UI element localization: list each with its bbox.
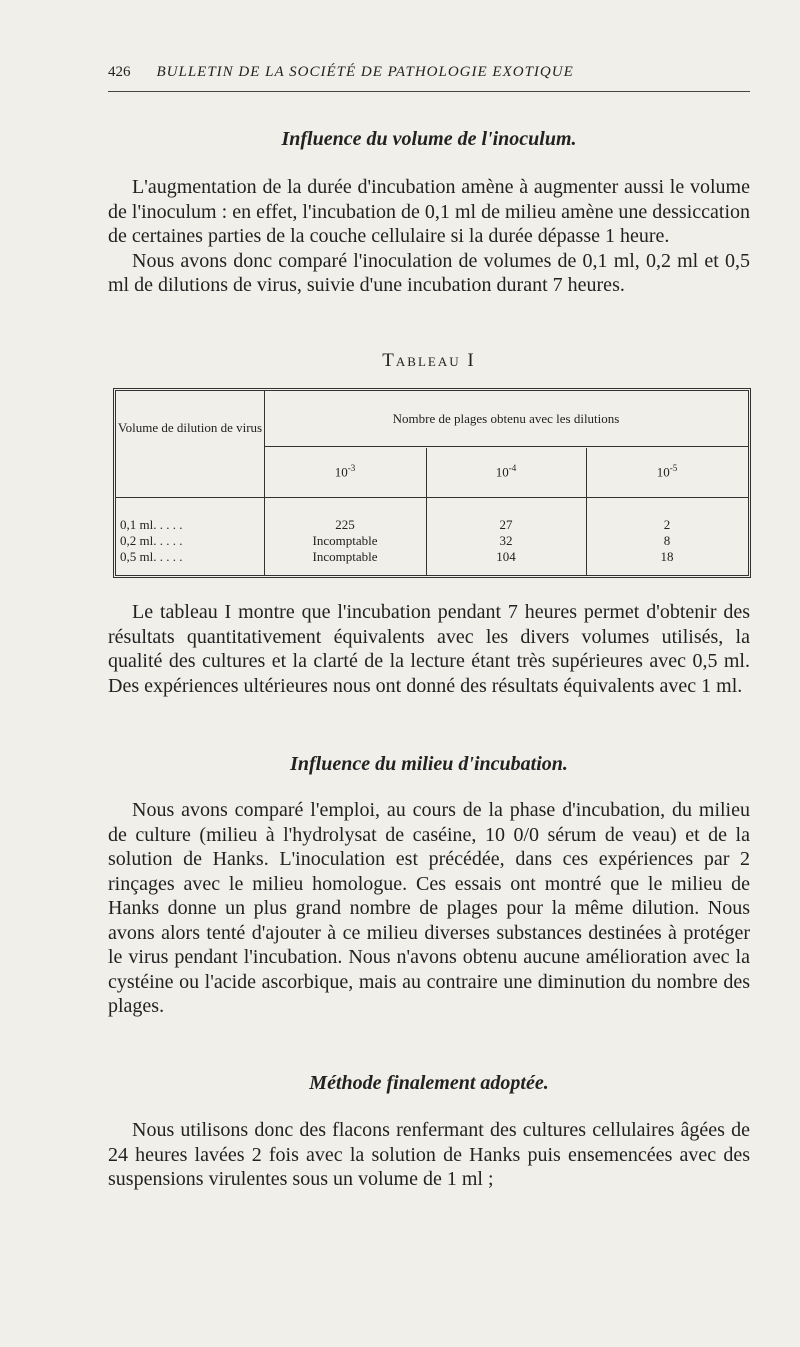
dilution-base: 10 [495,464,509,480]
table-cell: 2 [663,517,671,532]
group-header-dilutions: Nombre de plages obtenu avec les dilutions [392,411,620,426]
column-header-volume: Volume de dilution de virus [117,420,263,435]
data-table [113,388,751,578]
table-cell: Incomptable [312,533,378,548]
table-title: Tableau I [382,350,476,371]
journal-title: BULLETIN DE LA SOCIÉTÉ DE PATHOLOGIE EXOTIQUE [156,64,574,80]
paragraph: L'augmentation de la durée d'incubation amène à augmenter aussi le volume de l'inoculum : en effet, l'incubation de 0,1 ml de milieu amène une dessiccation de certaines parties de la couche cellulaire si la durée dépasse 1 heure. [108,176,750,247]
running-header [108,64,750,92]
table-cell: Incomptable [312,549,378,564]
section1-body [108,175,750,298]
dilution-header [264,463,426,480]
dilution-header [586,463,748,480]
after-table-body [108,600,750,698]
dilution-base: 10 [656,464,670,480]
table-cell: 32 [499,533,513,548]
page-number: 426 [108,64,131,80]
section-title-final-method: Méthode finalement adoptée. [309,1072,549,1094]
paragraph: Le tableau I montre que l'incubation pendant 7 heures permet d'obtenir des résultats quantitativement équivalents avec les divers volumes utilisés, la qualité des cultures et la clarté de la lecture étant très supérieures avec 0,5 ml. Des expériences ultérieures nous ont donné des résultats équivalents avec 1 ml. [108,601,750,697]
section3-body [108,1118,750,1192]
table-cell: 225 [335,517,355,532]
section-title-inoculum-volume: Influence du volume de l'inoculum. [281,128,577,150]
dilution-exponent: -3 [347,463,356,473]
dilution-base: 10 [334,464,348,480]
section-title-incubation-medium: Influence du milieu d'incubation. [290,753,568,775]
table-cell: 8 [663,533,671,548]
table-row-volume: 0,5 ml. . . . . [120,549,183,564]
table-cell: 18 [660,549,674,564]
section2-body [108,798,750,1019]
dilution-exponent: -4 [508,463,517,473]
paragraph: Nous avons donc comparé l'inoculation de volumes de 0,1 ml, 0,2 ml et 0,5 ml de dilutions de virus, suivie d'une incubation durant 7 heures. [108,249,750,296]
paragraph: Nous utilisons donc des flacons renfermant des cultures cellulaires âgées de 24 heures lavées 2 fois avec la solution de Hanks puis ensemencées avec des suspensions virulentes sous un volume de 1 ml ; [108,1119,750,1190]
table-cell: 27 [499,517,513,532]
table-cell: 104 [496,549,516,564]
table-row-volume: 0,1 ml. . . . . [120,517,183,532]
dilution-exponent: -5 [669,463,678,473]
table-row-volume: 0,2 ml. . . . . [120,533,183,548]
paragraph: Nous avons comparé l'emploi, au cours de la phase d'incubation, du milieu de culture (milieu à l'hydrolysat de caséine, 10 0/0 sérum de veau) et de la solution de Hanks. L'inoculation est précédée, dans ces expériences par 2 rinçages avec le milieu homologue. Ces essais ont montré que le milieu de Hanks donne un plus grand nombre de plages pour la même dilution. Nous avons alors tenté d'ajouter à ce milieu diverses substances destinées à protéger le virus pendant l'incubation. Nous n'avons obtenu aucune amélioration avec la cystéine ou l'acide ascorbique, mais au contraire une diminution du nombre des plages. [108,799,750,1017]
dilution-header [426,463,586,480]
